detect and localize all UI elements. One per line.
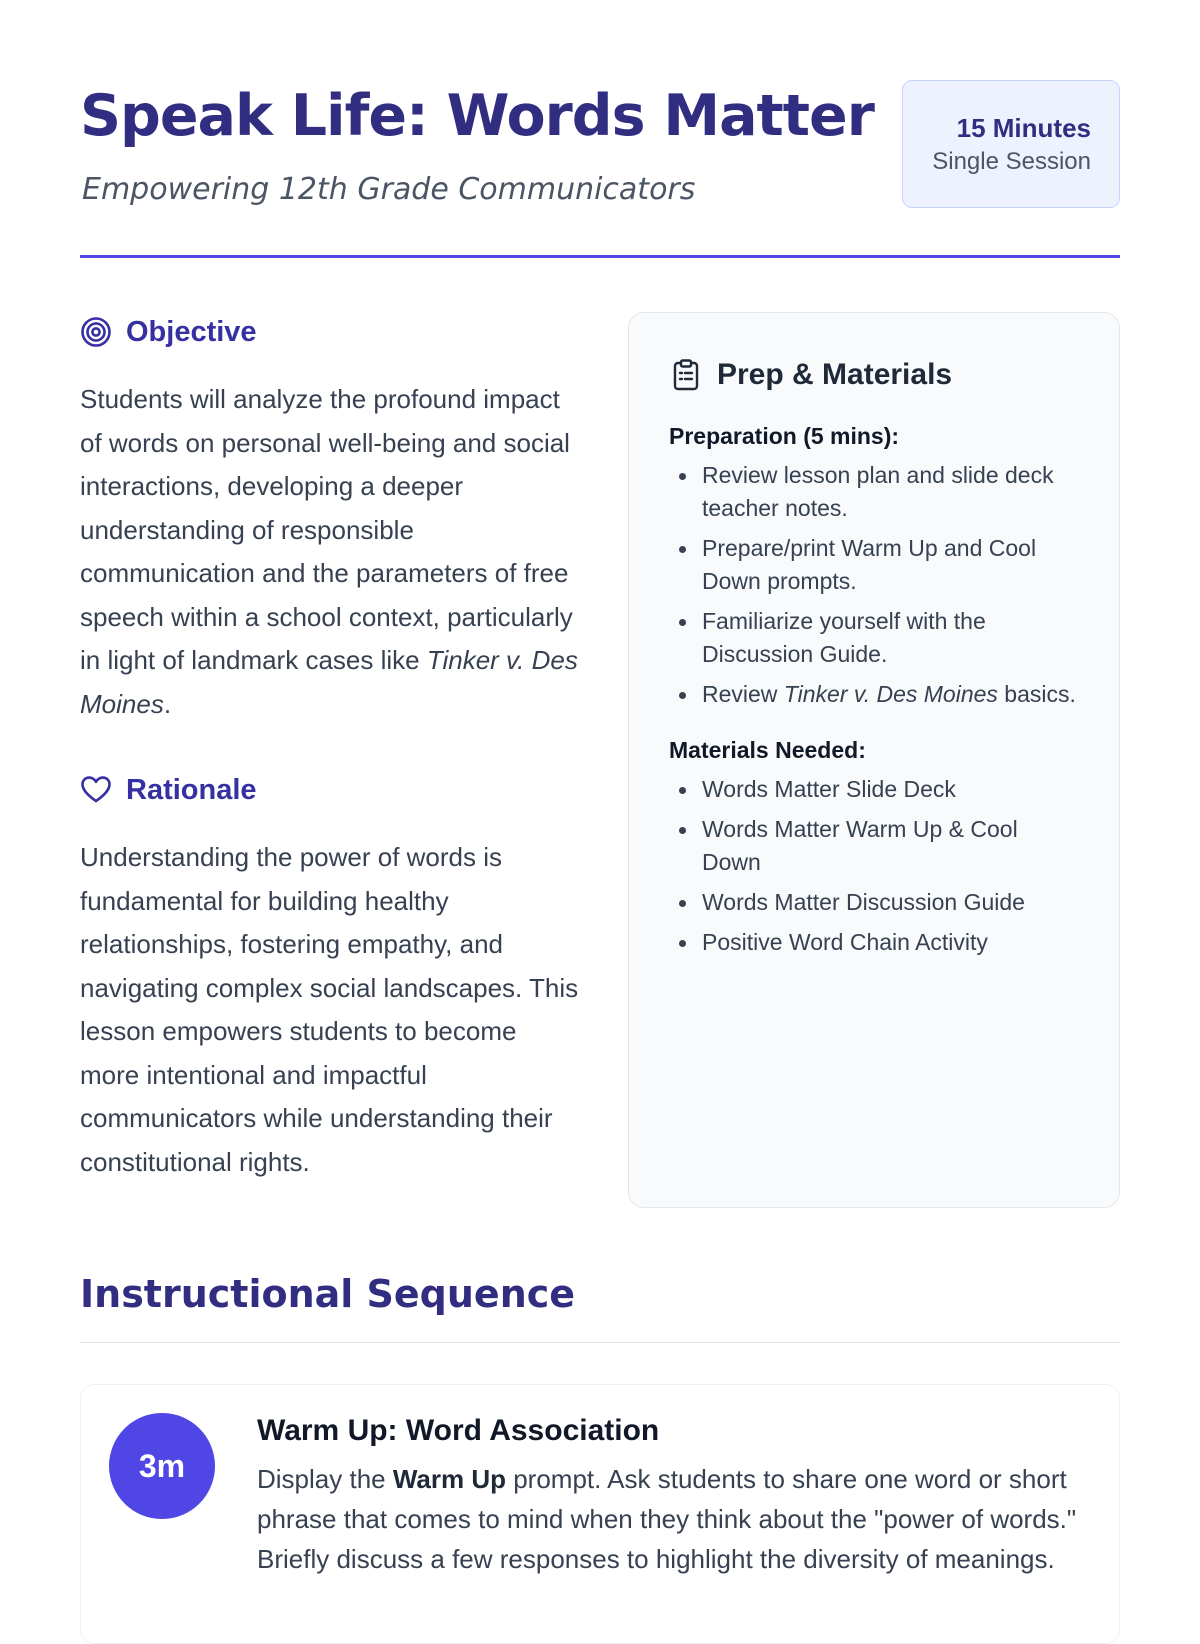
step-text-start: Display the	[257, 1464, 393, 1494]
heart-icon	[80, 774, 112, 806]
list-item: Positive Word Chain Activity	[702, 926, 1079, 959]
step-text-rest: prompt. Ask students to share one word or short phrase that comes to mind when they think about the "power of words." Briefly discuss a few responses to highlight the diversity of meanings.	[257, 1464, 1077, 1574]
preparation-list	[669, 459, 1079, 711]
step-text-bold: Warm Up	[392, 1464, 506, 1494]
lesson-title: Speak Life: Words Matter	[80, 83, 874, 149]
objective-case-name: Tinker v. Des Moines	[80, 645, 578, 719]
prep-heading: Prep & Materials	[717, 358, 953, 391]
step-time-badge: 3m	[109, 1413, 215, 1519]
lesson-plan-page	[80, 0, 1120, 1574]
objective-heading-row	[80, 312, 580, 352]
left-column	[80, 312, 580, 1184]
duration-label: 15 Minutes	[956, 113, 1091, 143]
rationale-text: Understanding the power of words is fundamental for building healthy relationships, fostering empathy, and navigating complex social landscapes. This lesson empowers students to become more intentional and impactful communicators while understanding their constitutional rights.	[80, 842, 579, 1177]
sequence-divider	[80, 1342, 1120, 1343]
lesson-header	[80, 0, 1120, 258]
duration-badge	[902, 80, 1120, 208]
review-prefix: Review	[702, 681, 784, 707]
session-label: Single Session	[932, 148, 1091, 175]
objective-text-end: .	[163, 688, 172, 719]
list-item: Words Matter Discussion Guide	[702, 886, 1079, 919]
rationale-heading-row	[80, 770, 580, 810]
list-item: Words Matter Slide Deck	[702, 773, 1079, 806]
objective-heading: Objective	[126, 315, 257, 348]
sequence-step-card	[80, 1384, 1120, 1644]
rationale-heading: Rationale	[126, 773, 257, 806]
clipboard-icon	[669, 358, 703, 392]
list-item	[702, 678, 1079, 711]
prep-heading-row	[669, 353, 1079, 397]
step-text	[257, 1459, 1097, 1579]
preparation-heading: Preparation (5 mins):	[669, 423, 900, 449]
materials-list	[669, 773, 1079, 959]
list-item: Words Matter Warm Up & Cool Down	[702, 813, 1079, 879]
list-item: Review lesson plan and slide deck teacher notes.	[702, 459, 1079, 525]
header-divider	[80, 255, 1120, 258]
review-case-name: Tinker v. Des Moines	[783, 681, 998, 707]
step-body	[257, 1411, 1097, 1579]
objective-text	[80, 378, 580, 726]
prep-materials-card	[628, 312, 1120, 1208]
list-item: Prepare/print Warm Up and Cool Down prompts.	[702, 532, 1079, 598]
step-title: Warm Up: Word Association	[257, 1414, 660, 1447]
objective-text-main: Students will analyze the profound impact of words on personal well-being and social interactions, developing a deeper understanding of responsible communication and the parameters of free speech within a school context, particularly in light of landmark cases like	[80, 384, 573, 675]
review-suffix: basics.	[997, 681, 1076, 707]
target-icon	[80, 316, 112, 348]
sequence-heading: Instructional Sequence	[80, 1272, 576, 1316]
list-item: Familiarize yourself with the Discussion Guide.	[702, 605, 1079, 671]
materials-heading: Materials Needed:	[669, 737, 866, 763]
lesson-subtitle: Empowering 12th Grade Communicators	[82, 172, 696, 207]
